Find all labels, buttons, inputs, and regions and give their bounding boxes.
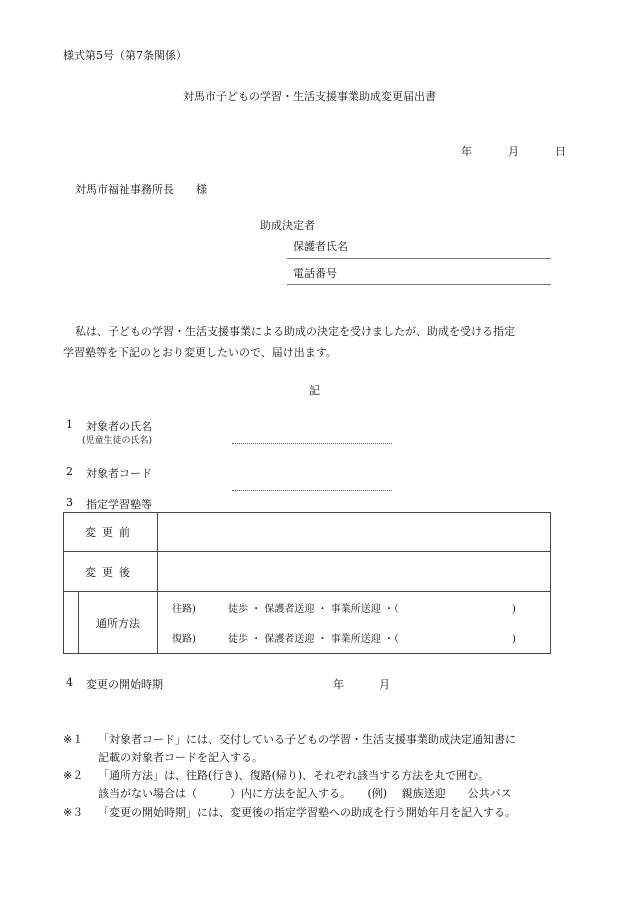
- note3-line1: 「変更の開始時期」には、変更後の指定学習塾への助成を行う開始年月を記入する。: [98, 806, 516, 819]
- date-year-label: 年: [461, 145, 472, 158]
- before-entry-cell[interactable]: [158, 513, 551, 552]
- item3-number: 3: [66, 496, 73, 509]
- return-options[interactable]: 徒歩 ・ 保護者送迎 ・ 事業所送迎 ・（: [228, 634, 399, 646]
- outbound-row: [158, 592, 551, 623]
- guardian-name-line[interactable]: [287, 258, 551, 259]
- form-number: 様式第5号（第7条関係）: [63, 49, 187, 62]
- date-day-label: 日: [555, 145, 566, 158]
- phone-label: 電話番号: [293, 267, 337, 280]
- item1-label: 対象者の氏名: [86, 420, 152, 433]
- body-text-line-1: 私は、子どもの学習・生活支援事業による助成の決定を受けましたが、助成を受ける指定: [75, 325, 515, 338]
- note3-mark: ※３: [63, 806, 84, 819]
- item4-year-label: 年: [333, 678, 344, 691]
- applicant-heading: 助成決定者: [260, 219, 315, 232]
- guardian-name-label: 保護者氏名: [293, 240, 348, 253]
- phone-line[interactable]: [287, 284, 551, 285]
- item2-label: 対象者コード: [86, 467, 152, 480]
- item4-number: 4: [66, 676, 73, 689]
- outbound-options[interactable]: 徒歩 ・ 保護者送迎 ・ 事業所送迎 ・（: [228, 603, 399, 615]
- item2-number: 2: [66, 465, 73, 478]
- document-title: 対馬市子どもの学習・生活支援事業助成変更届出書: [183, 90, 436, 103]
- note2-line2: 該当がない場合は（ ）内に方法を記入する。 (例) 親族送迎 公共バス: [98, 787, 512, 800]
- after-label: 変更後: [85, 565, 136, 579]
- date-month-label: 月: [508, 145, 519, 158]
- before-label-cell: [64, 513, 158, 552]
- return-row: [158, 623, 551, 654]
- note2-line1: 「通所方法」は、往路(行き)、復路(帰り)、それぞれ該当する方法を丸で囲む。: [98, 769, 490, 782]
- ki-heading: 記: [309, 384, 320, 397]
- commute-label: 通所方法: [96, 616, 140, 630]
- before-label: 変更前: [85, 526, 136, 539]
- item4-label: 変更の開始時期: [86, 678, 163, 691]
- school-change-table: [63, 512, 551, 654]
- note2-mark: ※２: [63, 769, 84, 782]
- after-entry-cell[interactable]: [158, 552, 551, 592]
- item3-label: 指定学習塾等: [86, 498, 152, 511]
- outbound-label: 往路): [172, 603, 196, 615]
- body-text-line-2: 学習塾等を下記のとおり変更したいので、届け出ます。: [63, 346, 337, 359]
- item1-entry-line[interactable]: [232, 443, 392, 444]
- commute-indent-cell: [64, 592, 79, 654]
- item1-sublabel: (児童生徒の氏名): [82, 436, 153, 446]
- note1-line2: 記載の対象者コードを記入する。: [98, 751, 263, 764]
- after-label-cell: [64, 552, 158, 592]
- item4-month-label: 月: [379, 678, 390, 691]
- commute-label-cell: [79, 592, 158, 654]
- note1-mark: ※１: [63, 733, 84, 746]
- outbound-close-paren: ): [512, 603, 516, 615]
- item2-entry-line[interactable]: [232, 490, 392, 491]
- addressee: 対馬市福祉事務所長 様: [75, 183, 207, 196]
- note1-line1: 「対象者コード」には、交付している子どもの学習・生活支援事業助成決定通知書に: [98, 733, 516, 746]
- item1-number: 1: [66, 418, 73, 431]
- return-label: 復路): [172, 634, 196, 646]
- return-close-paren: ): [512, 634, 516, 646]
